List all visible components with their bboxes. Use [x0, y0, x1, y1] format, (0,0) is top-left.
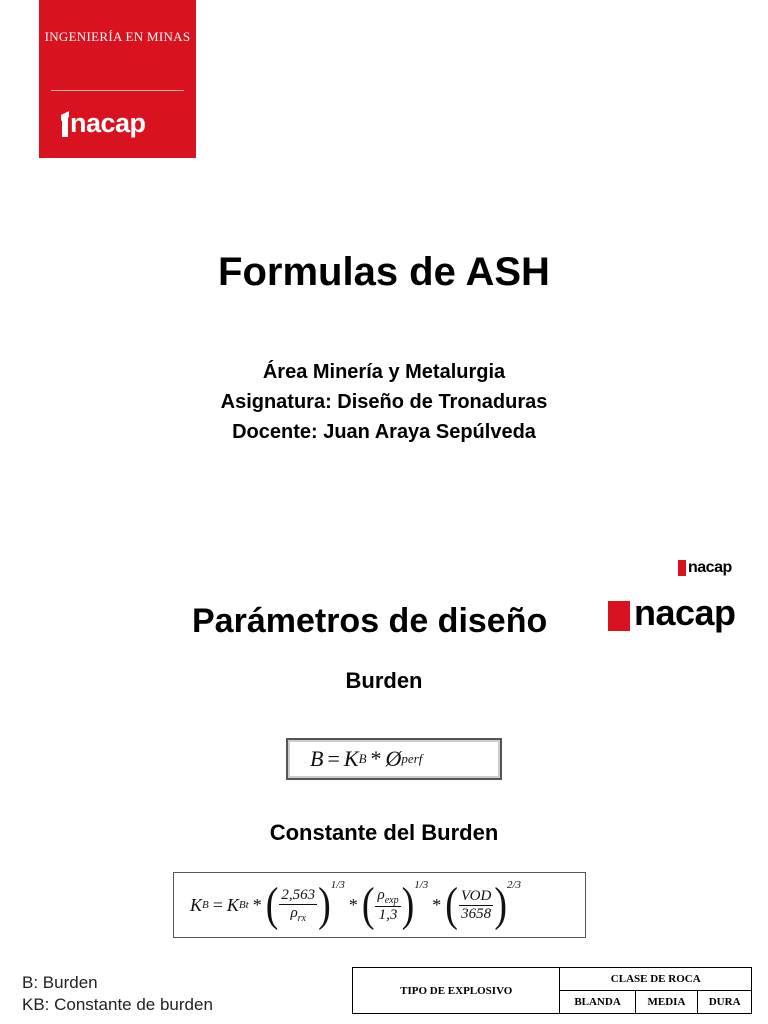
formula-subscript: perf	[401, 751, 423, 766]
exponent: 1/3	[414, 879, 429, 891]
fraction	[375, 887, 400, 924]
rock-class-cell: MEDIA	[635, 991, 698, 1014]
formula-subscript: exp	[384, 894, 399, 906]
formula-operator: =	[212, 894, 223, 915]
brand-banner	[39, 0, 196, 158]
logo-wordmark: nacap	[634, 592, 736, 633]
burden-heading: Burden	[345, 668, 423, 693]
paren-close: )	[401, 878, 415, 932]
denominator-text: ρ	[290, 904, 298, 921]
rock-class-cell: BLANDA	[560, 991, 635, 1014]
design-parameters-slide	[0, 520, 768, 1024]
exponent: 2/3	[507, 879, 522, 891]
inacap-logo	[62, 110, 146, 137]
formula-operator: *	[370, 746, 382, 771]
subtitle-area: Área Minería y Metalurgia	[262, 361, 506, 383]
formula-subscript: B	[202, 899, 209, 911]
subtitle-block	[0, 357, 768, 447]
denominator	[290, 905, 306, 924]
logo-wordmark: nacap	[70, 108, 146, 138]
paren-open: (	[265, 878, 279, 932]
denominator: 1,3	[378, 906, 398, 923]
formula-symbol: B	[310, 746, 324, 771]
formula-symbol: Ø	[385, 746, 402, 771]
burden-constant-formula	[173, 872, 586, 938]
numerator-text: ρ	[377, 886, 385, 903]
numerator: VOD	[460, 887, 492, 904]
logo-mark-icon	[608, 601, 630, 631]
inacap-logo-large	[608, 592, 736, 633]
slide-title: Parámetros de diseño	[192, 602, 548, 640]
logo-mark-icon	[62, 117, 68, 137]
subtitle-subject: Asignatura: Diseño de Tronaduras	[220, 391, 548, 413]
paren-open: (	[361, 878, 375, 932]
divider	[51, 90, 184, 91]
numerator	[375, 887, 400, 907]
program-label: INGENIERÍA EN MINAS	[44, 29, 191, 44]
formula-subscript: B	[358, 751, 367, 766]
paren-close: )	[494, 878, 507, 932]
fraction	[279, 887, 317, 924]
numerator	[279, 887, 317, 905]
formula-symbol: K	[190, 894, 203, 915]
subtitle-teacher: Docente: Juan Araya Sepúlveda	[232, 421, 536, 443]
inacap-logo-small	[678, 560, 732, 576]
presentation-title: Formulas de ASH	[218, 250, 550, 294]
formula-subscript: rx	[297, 912, 306, 924]
definition-item: B: Burden	[22, 973, 98, 992]
column-header-explosive: TIPO DE EXPLOSIVO	[353, 968, 560, 1014]
definitions-list	[22, 972, 213, 1016]
formula-operator: *	[432, 894, 442, 915]
fraction	[459, 888, 493, 923]
definition-item: KB: Constante de burden	[22, 995, 213, 1014]
formula-operator: =	[327, 746, 340, 771]
burden-formula	[286, 738, 502, 780]
explosive-table	[352, 967, 752, 1014]
paren-close: )	[318, 878, 331, 932]
rock-class-cell: DURA	[698, 991, 752, 1014]
numerator-text: 2,563	[281, 886, 316, 903]
formula-operator: *	[348, 894, 358, 915]
exponent: 1/3	[330, 879, 345, 891]
formula-operator: *	[252, 894, 262, 915]
formula-symbol: K	[226, 894, 239, 915]
constant-heading: Constante del Burden	[269, 820, 499, 845]
paren-open: (	[445, 878, 458, 932]
column-header-rock-class: CLASE DE ROCA	[560, 968, 752, 991]
formula-symbol: K	[343, 746, 359, 771]
denominator: 3658	[461, 905, 492, 922]
logo-mark-icon	[678, 560, 686, 576]
logo-wordmark: nacap	[688, 559, 732, 576]
formula-subscript: Bt	[238, 899, 249, 911]
